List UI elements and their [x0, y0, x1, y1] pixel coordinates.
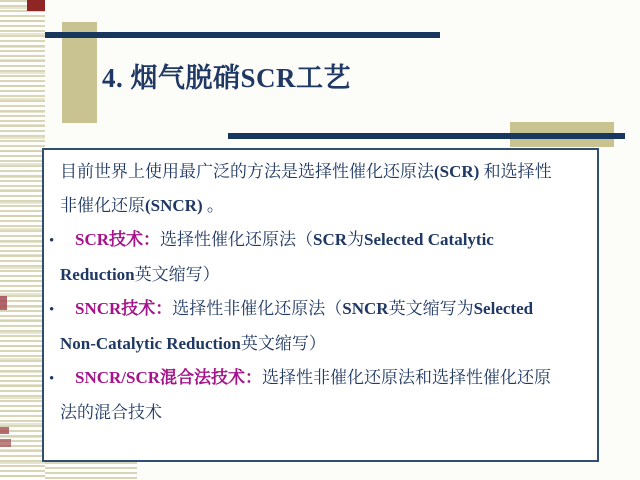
intro-text: 。: [202, 196, 224, 215]
header-rule-bottom: [228, 133, 625, 139]
bullet-label-scr: SCR技术：: [75, 230, 161, 249]
bullet-hybrid-line-1: [44, 361, 597, 396]
bullet-text-en: Non-Catalytic Reduction: [60, 334, 241, 353]
bullet-scr-line-2: [44, 258, 597, 292]
sncr-abbrev: (SNCR): [145, 196, 203, 215]
intro-line-1: [44, 155, 597, 189]
red-accent-mark: [0, 427, 9, 434]
bullet-text: 英文缩写）: [240, 334, 326, 353]
bullet-marker: •: [49, 302, 55, 318]
content-box: [42, 148, 599, 462]
bullet-text-en: SCR: [313, 230, 348, 249]
bullet-marker: •: [49, 233, 55, 249]
bullet-text-en: Selected: [473, 299, 534, 318]
red-accent-mark: [0, 439, 11, 447]
bullet-label-sncr: SNCR技术：: [75, 299, 173, 318]
bullet-sncr-line-2: [44, 327, 597, 361]
bullet-text: 法的混合技术: [60, 403, 162, 422]
scr-abbrev: (SCR): [434, 162, 480, 181]
bullet-marker: •: [49, 371, 55, 387]
header-rule-top: [45, 32, 440, 38]
bullet-text: 选择性催化还原法（: [160, 230, 314, 249]
striped-edge-extension: [45, 462, 137, 480]
intro-text: 和选择性: [479, 162, 552, 181]
bullet-sncr-line-1: [44, 292, 597, 327]
bullet-hybrid-line-2: [44, 396, 597, 430]
bullet-text: 为: [347, 230, 365, 249]
red-accent-mark: [0, 296, 7, 310]
bullet-text: 选择性非催化还原法（: [172, 299, 343, 318]
slide-title: 4. 烟气脱硝SCR工艺: [102, 63, 352, 93]
intro-text: 目前世界上使用最广泛的方法是选择性催化还原法: [60, 162, 434, 181]
intro-line-2: [44, 189, 597, 223]
bullet-text: 选择性非催化还原法和选择性催化还原: [262, 368, 552, 387]
bullet-text-en: SNCR: [342, 299, 389, 318]
intro-text: 非催化还原: [60, 196, 145, 215]
bullet-text-en: Reduction: [60, 265, 135, 284]
red-accent-mark: [27, 0, 45, 11]
bullet-scr-line-1: [44, 223, 597, 258]
bullet-text-en: Selected Catalytic: [364, 230, 494, 249]
bullet-text: 英文缩写为: [388, 299, 474, 318]
bullet-text: 英文缩写）: [134, 265, 220, 284]
striped-edge-decoration: [0, 0, 45, 480]
bullet-label-hybrid: SNCR/SCR混合法技术：: [75, 368, 263, 387]
